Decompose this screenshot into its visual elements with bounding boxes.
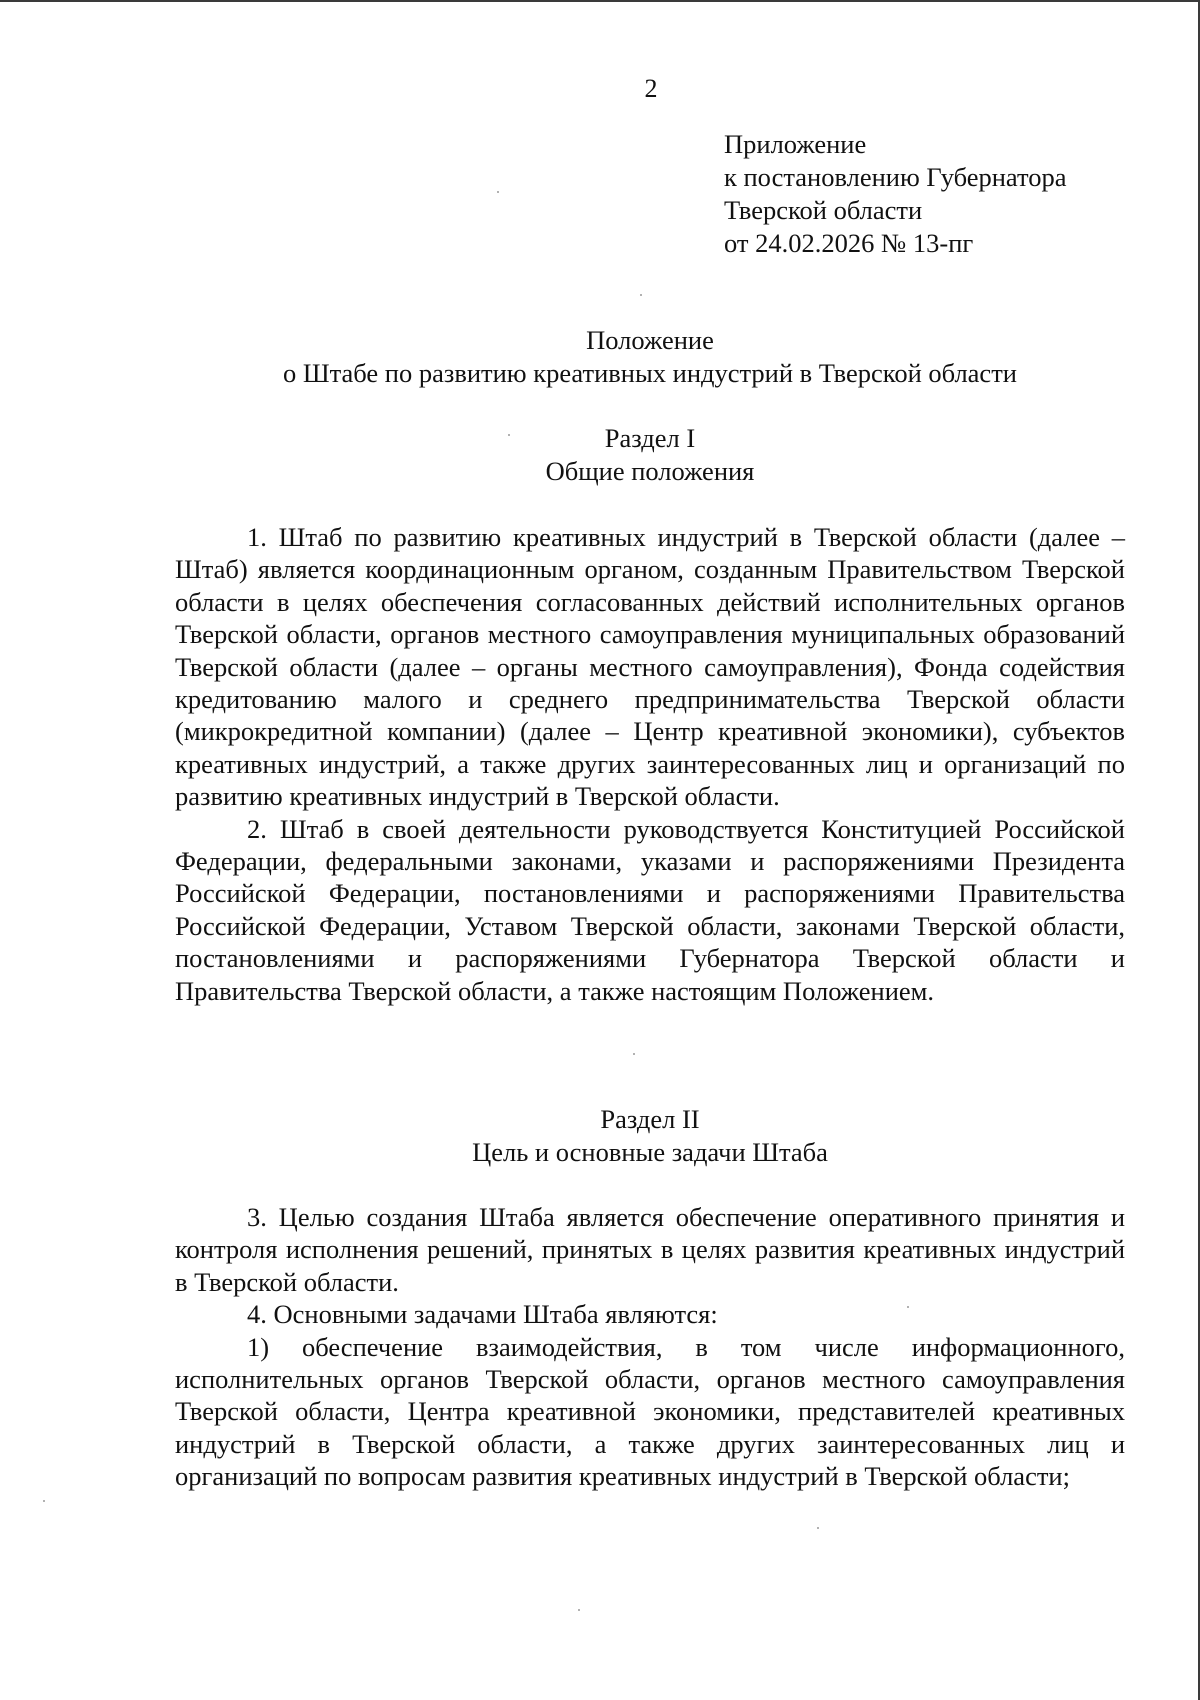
page-number: 2 (644, 74, 658, 103)
paragraph-3: 3. Целью создания Штаба является обеспечение оперативного принятия и контроля исполнения решений, принятых в целях развития креативных индустрий в Тверской области. (175, 1202, 1125, 1297)
section-1-body (175, 521, 1125, 1007)
scan-speck (43, 1500, 45, 1502)
scan-speck (633, 1053, 635, 1055)
paragraph-1: 1. Штаб по развитию креативных индустрий в Тверской области (далее – Штаб) является координационным органом, созданным Правительством Тверской области в целях обеспечения согласованных действий исполнительных органов Тверской области, органов местного самоуправления муниципальных образований Тверской области (далее – органы местного самоуправления), Фонда содействия кредитованию малого и среднего предпринимательства Тверской области (микрокредитной компании) (далее – Центр креативной экономики), субъектов креативных индустрий, а также других заинтересованных лиц и организаций по развитию креативных индустрий в Тверской области. (175, 522, 1125, 812)
section-1-name: Общие положения (545, 456, 755, 486)
annex-date-number: от 24.02.2026 № 13-пг (724, 228, 974, 258)
section-1-label: Раздел I (604, 423, 696, 453)
section-1-heading (175, 422, 1125, 488)
scan-speck (578, 1609, 580, 1611)
section-2-heading (175, 1103, 1125, 1169)
document-title-line: Положение (586, 325, 714, 355)
annex-header (724, 128, 1164, 260)
document-subtitle-line: о Штабе по развитию креативных индустрий в Тверской области (283, 358, 1017, 388)
document-title (175, 324, 1125, 390)
scan-speck (497, 191, 499, 193)
scan-speck (817, 1527, 819, 1529)
section-2-name: Цель и основные задачи Штаба (472, 1137, 828, 1167)
section-2-body (175, 1201, 1125, 1493)
annex-line: Тверской области (724, 195, 923, 225)
annex-line: Приложение (724, 129, 867, 159)
scan-speck (640, 294, 642, 296)
paragraph-4-item-1: 1) обеспечение взаимодействия, в том числе информационного, исполнительных органов Тверской области, органов местного самоуправления Тверской области, Центра креативной экономики, представителей креативных индустрий в Тверской области, а также других заинтересованных лиц и организаций по вопросам развития креативных индустрий в Тверской области; (175, 1331, 1125, 1492)
paragraph-2: 2. Штаб в своей деятельности руководствуется Конституцией Российской Федерации, федеральными законами, указами и распоряжениями Президента Российской Федерации, постановлениями и распоряжениями Правительства Российской Федерации, Уставом Тверской области, законами Тверской области, постановлениями и распоряжениями Губернатора Тверской области и Правительства Тверской области, а также настоящим Положением. (175, 813, 1125, 1006)
section-2-label: Раздел II (600, 1104, 700, 1134)
annex-line: к постановлению Губернатора (724, 162, 1067, 192)
paragraph-4: 4. Основными задачами Штаба являются: (247, 1299, 718, 1330)
scan-edge-top (0, 0, 1200, 2)
